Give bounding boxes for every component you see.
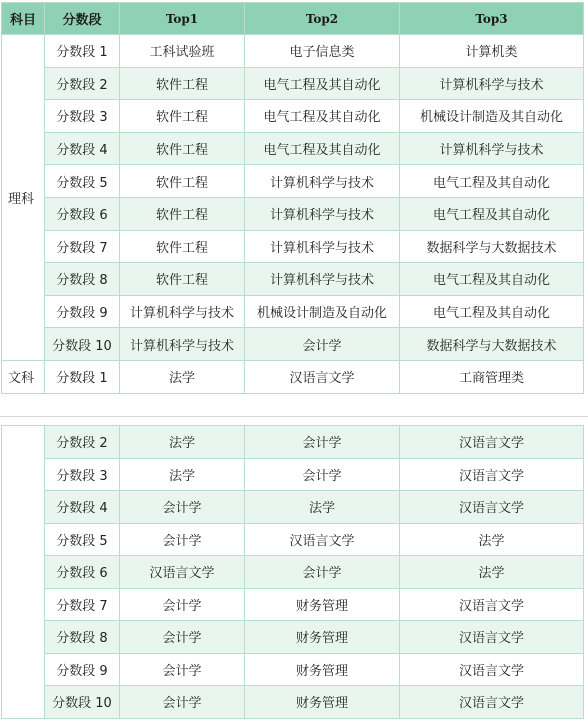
score-band-cell: 分数段 9 bbox=[45, 653, 120, 686]
top2-cell: 会计学 bbox=[245, 328, 400, 361]
top2-cell: 财务管理 bbox=[245, 686, 400, 719]
top1-cell: 法学 bbox=[120, 426, 245, 459]
score-band-cell: 分数段 4 bbox=[45, 491, 120, 524]
table-row bbox=[2, 263, 584, 296]
top2-cell: 电气工程及其自动化 bbox=[245, 132, 400, 165]
table-row bbox=[2, 621, 584, 654]
table-header-row bbox=[2, 3, 584, 35]
top1-cell: 会计学 bbox=[120, 686, 245, 719]
top1-cell: 软件工程 bbox=[120, 263, 245, 296]
top3-cell: 汉语言文学 bbox=[400, 686, 584, 719]
top3-cell: 电气工程及其自动化 bbox=[400, 197, 584, 230]
score-band-cell: 分数段 3 bbox=[45, 100, 120, 133]
top2-cell: 会计学 bbox=[245, 458, 400, 491]
top1-cell: 会计学 bbox=[120, 621, 245, 654]
top1-cell: 软件工程 bbox=[120, 165, 245, 198]
top3-cell: 汉语言文学 bbox=[400, 653, 584, 686]
top3-cell: 电气工程及其自动化 bbox=[400, 263, 584, 296]
top1-cell: 会计学 bbox=[120, 653, 245, 686]
major-ranking-table-part1 bbox=[1, 2, 584, 394]
top1-cell: 法学 bbox=[120, 360, 245, 393]
table-row bbox=[2, 588, 584, 621]
top3-cell: 汉语言文学 bbox=[400, 588, 584, 621]
top2-cell: 财务管理 bbox=[245, 588, 400, 621]
score-band-cell: 分数段 8 bbox=[45, 263, 120, 296]
score-band-cell: 分数段 1 bbox=[45, 360, 120, 393]
score-band-cell: 分数段 10 bbox=[45, 328, 120, 361]
top1-cell: 会计学 bbox=[120, 491, 245, 524]
top1-cell: 会计学 bbox=[120, 588, 245, 621]
score-band-cell: 分数段 8 bbox=[45, 621, 120, 654]
top3-cell: 计算机科学与技术 bbox=[400, 132, 584, 165]
table-row bbox=[2, 67, 584, 100]
top3-cell: 数据科学与大数据技术 bbox=[400, 328, 584, 361]
top1-cell: 会计学 bbox=[120, 523, 245, 556]
top2-cell: 计算机科学与技术 bbox=[245, 263, 400, 296]
score-band-cell: 分数段 6 bbox=[45, 556, 120, 589]
top1-cell: 计算机科学与技术 bbox=[120, 295, 245, 328]
top3-cell: 汉语言文学 bbox=[400, 458, 584, 491]
table-row bbox=[2, 295, 584, 328]
table-row bbox=[2, 197, 584, 230]
table-row bbox=[2, 230, 584, 263]
top3-cell: 法学 bbox=[400, 523, 584, 556]
score-band-cell: 分数段 10 bbox=[45, 686, 120, 719]
table-row bbox=[2, 686, 584, 719]
score-band-cell: 分数段 2 bbox=[45, 67, 120, 100]
header-top2: Top2 bbox=[245, 3, 400, 35]
top1-cell: 工科试验班 bbox=[120, 35, 245, 68]
header-top3: Top3 bbox=[400, 3, 584, 35]
top2-cell: 会计学 bbox=[245, 556, 400, 589]
subject-cell: 文科 bbox=[2, 360, 45, 393]
table-row bbox=[2, 491, 584, 524]
top1-cell: 软件工程 bbox=[120, 100, 245, 133]
top3-cell: 数据科学与大数据技术 bbox=[400, 230, 584, 263]
top2-cell: 电气工程及其自动化 bbox=[245, 100, 400, 133]
score-band-cell: 分数段 9 bbox=[45, 295, 120, 328]
score-band-cell: 分数段 7 bbox=[45, 588, 120, 621]
score-band-cell: 分数段 3 bbox=[45, 458, 120, 491]
table-row bbox=[2, 653, 584, 686]
score-band-cell: 分数段 7 bbox=[45, 230, 120, 263]
top3-cell: 机械设计制造及其自动化 bbox=[400, 100, 584, 133]
top1-cell: 软件工程 bbox=[120, 132, 245, 165]
top2-cell: 财务管理 bbox=[245, 653, 400, 686]
top1-cell: 软件工程 bbox=[120, 67, 245, 100]
table-row bbox=[2, 35, 584, 68]
top1-cell: 汉语言文学 bbox=[120, 556, 245, 589]
table-row bbox=[2, 328, 584, 361]
table-row bbox=[2, 523, 584, 556]
subject-cell: 理科 bbox=[2, 35, 45, 361]
table-row bbox=[2, 426, 584, 459]
header-subject: 科目 bbox=[2, 3, 45, 35]
top2-cell: 机械设计制造及自动化 bbox=[245, 295, 400, 328]
table-row bbox=[2, 360, 584, 393]
top1-cell: 计算机科学与技术 bbox=[120, 328, 245, 361]
page-break-line bbox=[0, 416, 588, 417]
top2-cell: 计算机科学与技术 bbox=[245, 197, 400, 230]
table-row bbox=[2, 458, 584, 491]
score-band-cell: 分数段 4 bbox=[45, 132, 120, 165]
top3-cell: 法学 bbox=[400, 556, 584, 589]
header-score-band: 分数段 bbox=[45, 3, 120, 35]
top3-cell: 电气工程及其自动化 bbox=[400, 295, 584, 328]
top2-cell: 电气工程及其自动化 bbox=[245, 67, 400, 100]
top3-cell: 电气工程及其自动化 bbox=[400, 165, 584, 198]
top3-cell: 汉语言文学 bbox=[400, 621, 584, 654]
subject-cell bbox=[2, 426, 45, 719]
top3-cell: 汉语言文学 bbox=[400, 426, 584, 459]
top2-cell: 计算机科学与技术 bbox=[245, 230, 400, 263]
table-row bbox=[2, 165, 584, 198]
score-band-cell: 分数段 5 bbox=[45, 523, 120, 556]
top2-cell: 法学 bbox=[245, 491, 400, 524]
table-row bbox=[2, 100, 584, 133]
top2-cell: 计算机科学与技术 bbox=[245, 165, 400, 198]
score-band-cell: 分数段 6 bbox=[45, 197, 120, 230]
score-band-cell: 分数段 2 bbox=[45, 426, 120, 459]
top2-cell: 财务管理 bbox=[245, 621, 400, 654]
top3-cell: 计算机科学与技术 bbox=[400, 67, 584, 100]
top2-cell: 汉语言文学 bbox=[245, 523, 400, 556]
top3-cell: 工商管理类 bbox=[400, 360, 584, 393]
top1-cell: 法学 bbox=[120, 458, 245, 491]
major-ranking-table-part2 bbox=[1, 425, 584, 719]
score-band-cell: 分数段 1 bbox=[45, 35, 120, 68]
top3-cell: 汉语言文学 bbox=[400, 491, 584, 524]
top1-cell: 软件工程 bbox=[120, 197, 245, 230]
top2-cell: 会计学 bbox=[245, 426, 400, 459]
score-band-cell: 分数段 5 bbox=[45, 165, 120, 198]
table-row bbox=[2, 556, 584, 589]
top1-cell: 软件工程 bbox=[120, 230, 245, 263]
table-row bbox=[2, 132, 584, 165]
header-top1: Top1 bbox=[120, 3, 245, 35]
top3-cell: 计算机类 bbox=[400, 35, 584, 68]
top2-cell: 汉语言文学 bbox=[245, 360, 400, 393]
top2-cell: 电子信息类 bbox=[245, 35, 400, 68]
